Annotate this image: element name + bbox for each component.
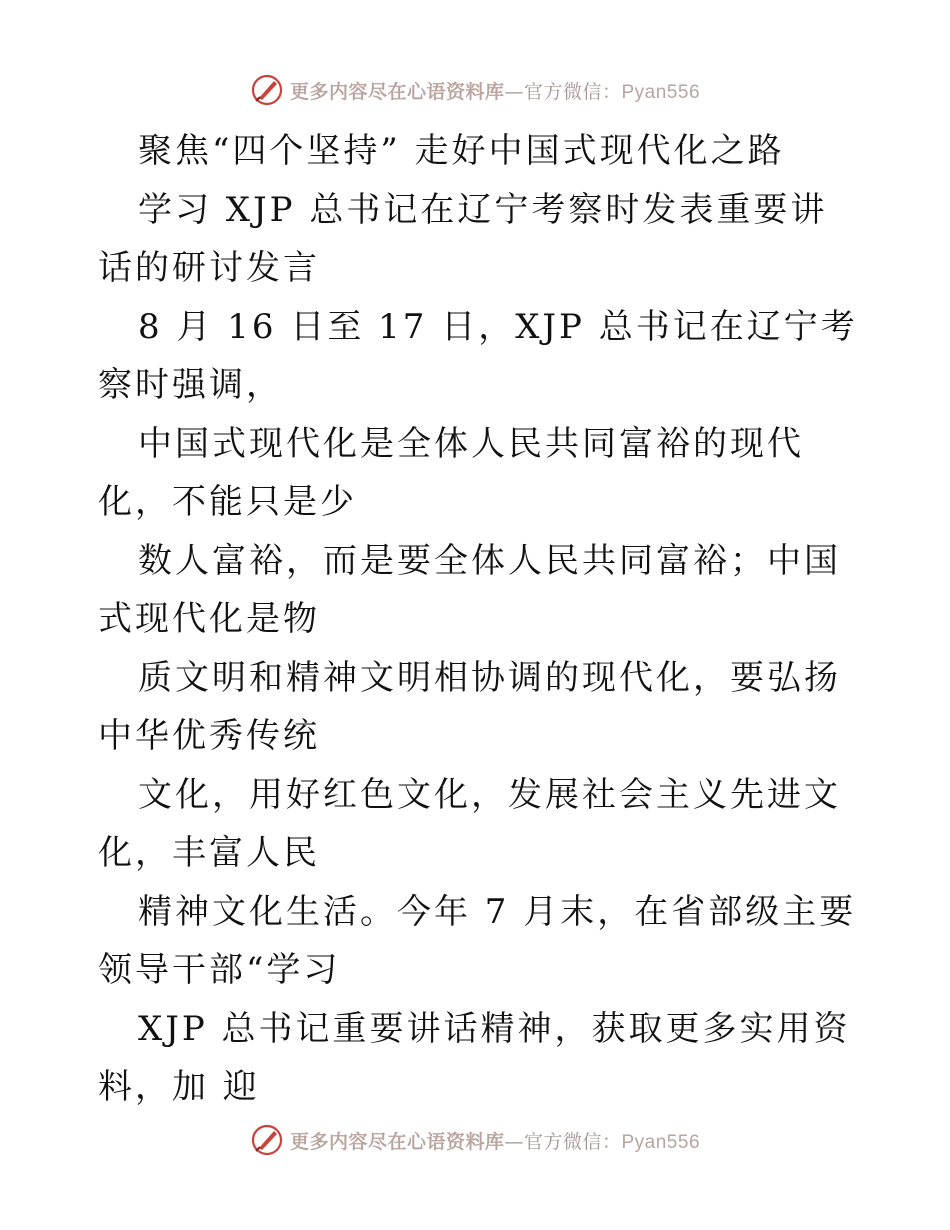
watermark-wechat-id: Pyan556 (621, 1131, 701, 1153)
body-paragraph: 数人富裕，而是要全体人民共同富裕；中国式现代化是物 (98, 540, 841, 639)
body-paragraph: 8 月 16 日至 17 日，XJP 总书记在辽宁考察时强调， (98, 306, 858, 405)
body-paragraph: XJP 总书记重要讲话精神，获取更多实用资料，加 迎 (98, 1008, 851, 1107)
watermark-wechat-label: 官方微信： (523, 1130, 622, 1153)
body-paragraph: 精神文化生活。今年 7 月末，在省部级主要领导干部“学习 (98, 891, 857, 990)
body-paragraph: 质文明和精神文明相协调的现代化，要弘扬中华优秀传统 (98, 657, 841, 756)
footer-watermark-banner (0, 1120, 950, 1160)
watermark-wechat-label: 官方微信： (523, 80, 622, 103)
document-title: 聚焦“四个坚持” 走好中国式现代化之路 (138, 131, 785, 171)
body-paragraph: 文化，用好红色文化，发展社会主义先进文化，丰富人民 (98, 774, 841, 873)
document-subtitle: 学习 XJP 总书记在辽宁考察时发表重要讲话的研讨发言 (98, 189, 828, 288)
quill-pen-logo-icon (250, 1123, 284, 1157)
document-body (98, 122, 858, 1117)
watermark-text (290, 77, 700, 104)
watermark-brand: 更多内容尽在心语资料库 (289, 1130, 505, 1153)
header-watermark-banner (0, 70, 950, 110)
watermark-separator: — (504, 80, 524, 103)
watermark-wechat-id: Pyan556 (621, 81, 701, 103)
body-paragraph: 中国式现代化是全体人民共同富裕的现代化，不能只是少 (98, 423, 804, 522)
quill-pen-logo-icon (250, 73, 284, 107)
watermark-brand: 更多内容尽在心语资料库 (289, 80, 505, 103)
watermark-separator: — (504, 1130, 524, 1153)
watermark-text (290, 1127, 700, 1154)
